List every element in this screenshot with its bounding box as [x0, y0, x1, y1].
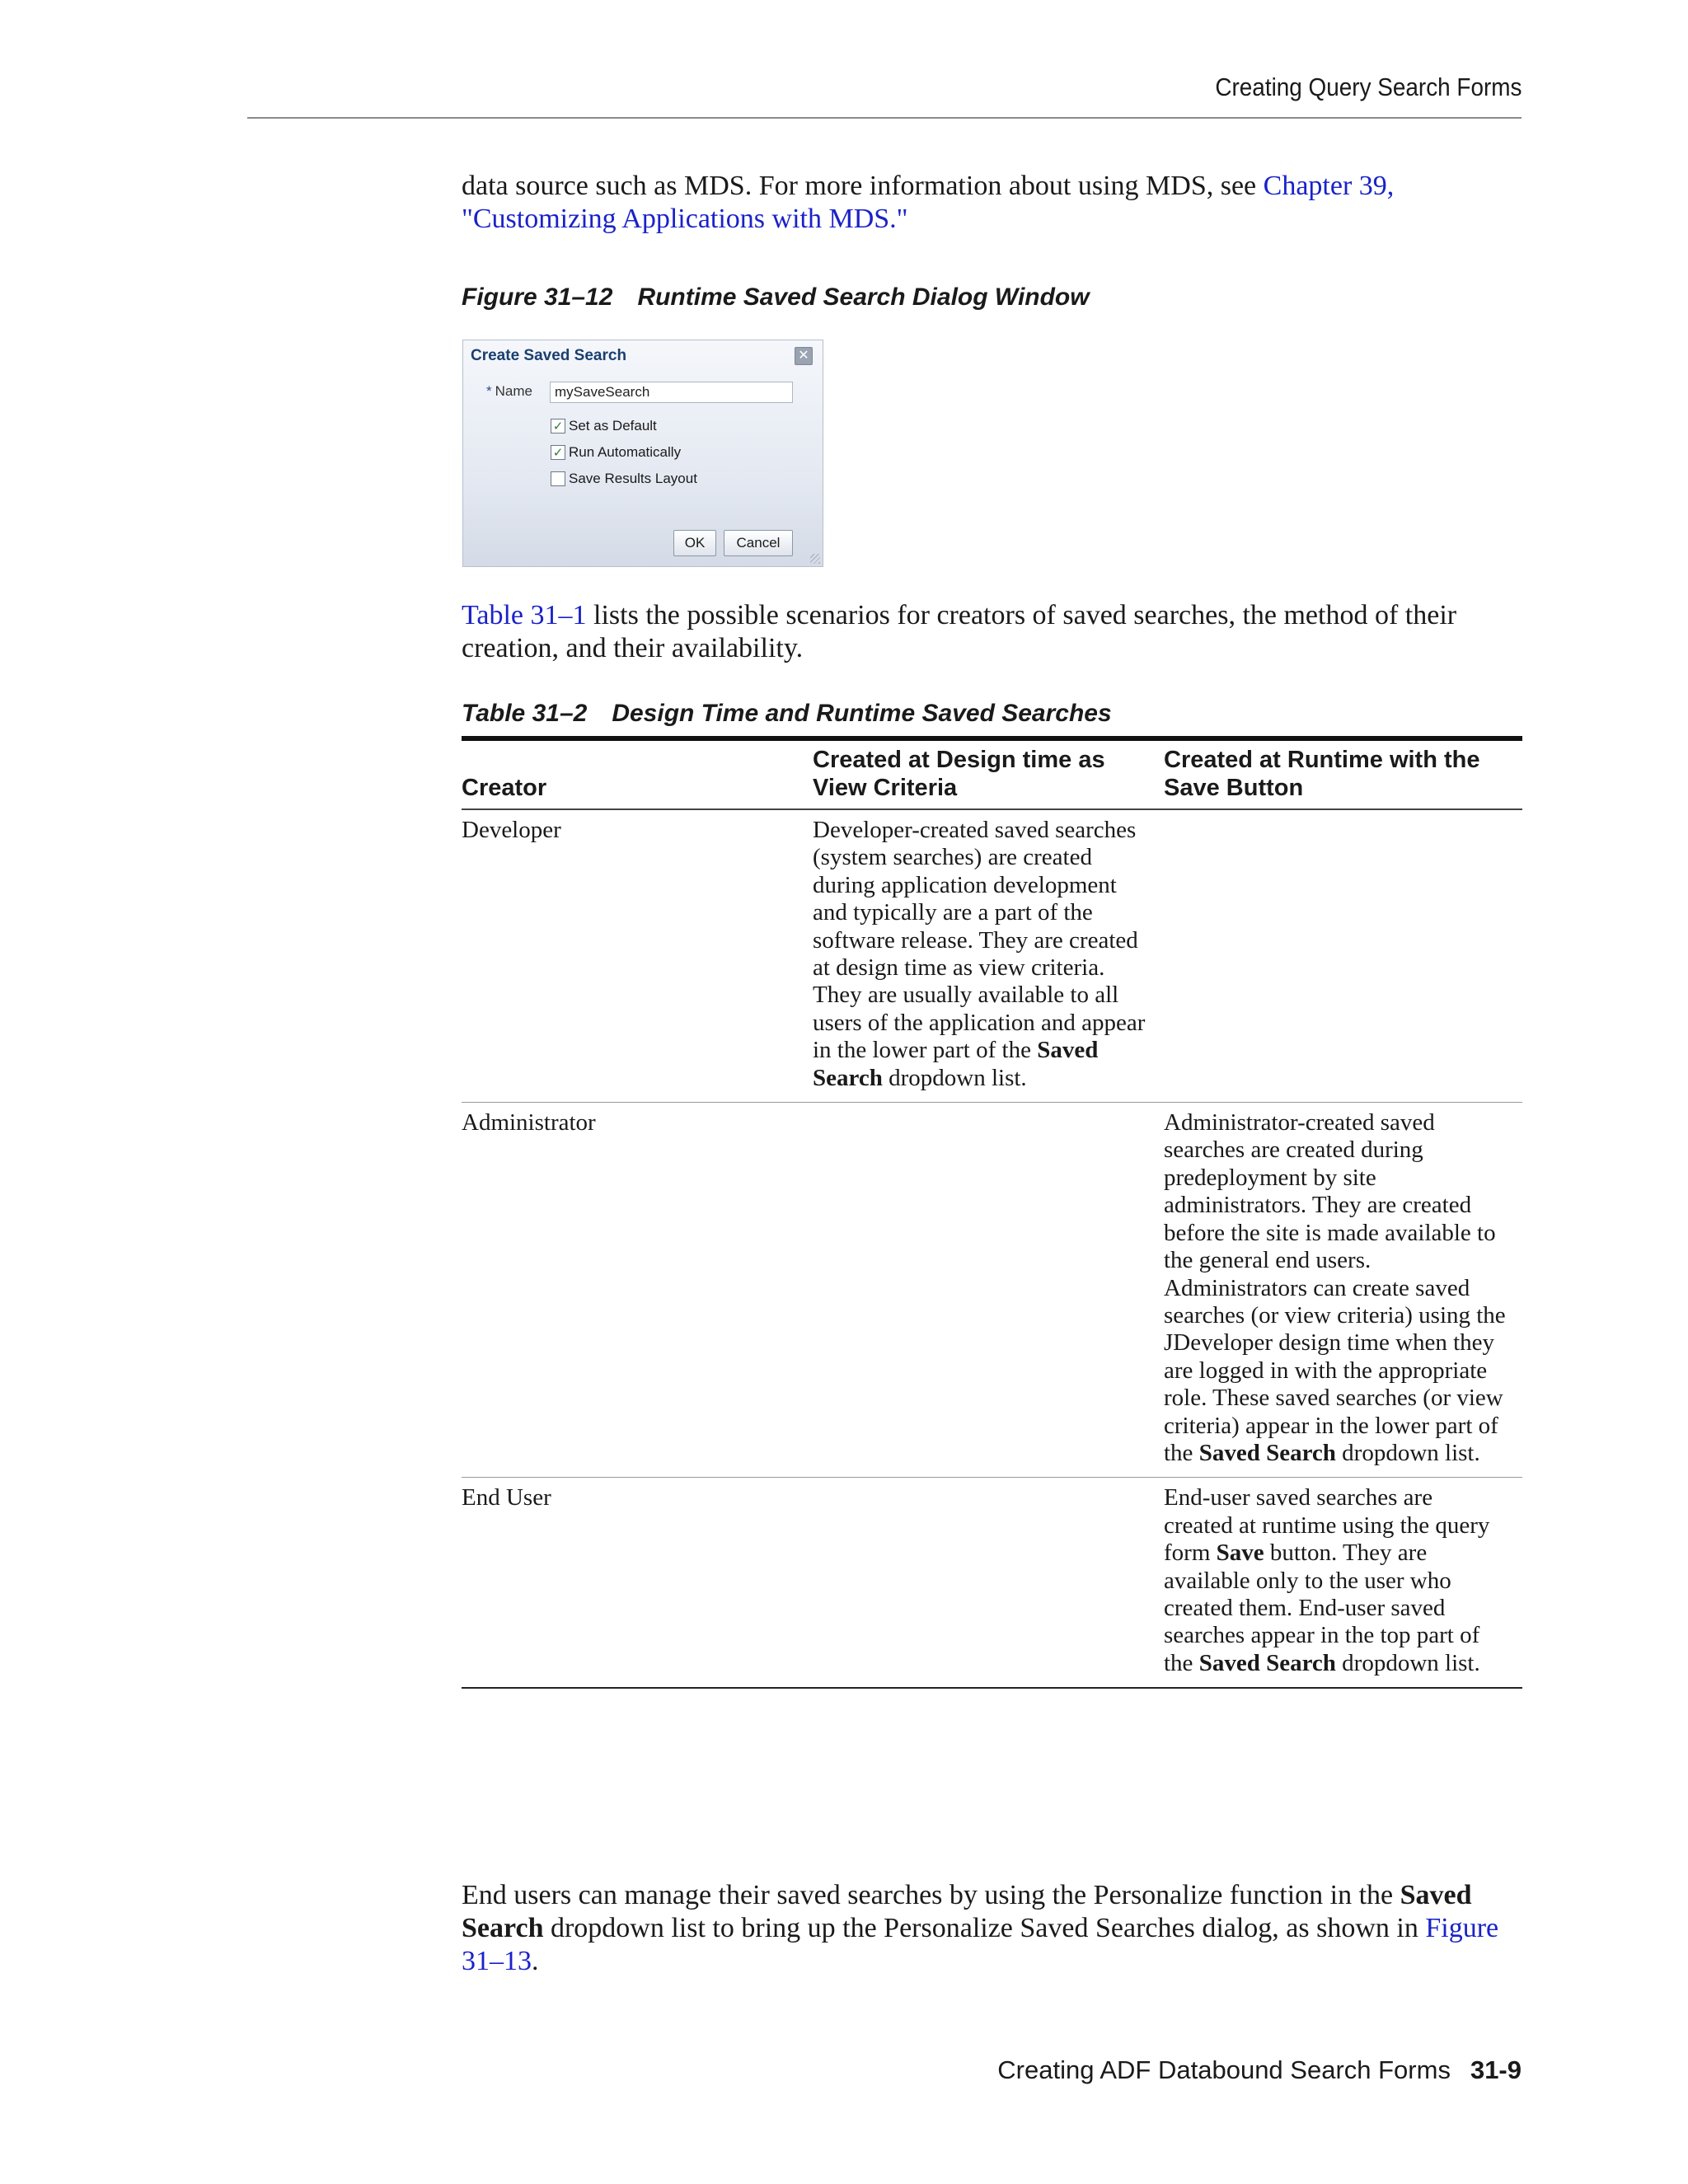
table-header-row [462, 741, 1522, 809]
closing-paragraph: End users can manage their saved searches by using the Personalize function in the Saved Search dropdown list to bring up the Personalize Saved Searches dialog, as shown in Figure 31–13. [462, 1880, 1499, 1976]
figure-title: Runtime Saved Search Dialog Window [637, 284, 1090, 311]
table-caption [462, 700, 1112, 728]
page-number: 31-9 [1470, 2055, 1522, 2084]
chapter-39-link[interactable]: Chapter 39, "Customizing Applications with MDS." [462, 171, 1395, 234]
page-footer [997, 2055, 1522, 2085]
create-saved-search-dialog [462, 340, 823, 567]
name-input[interactable] [550, 382, 793, 403]
cell-design-time [813, 1103, 1164, 1478]
cell-runtime [1164, 809, 1522, 1103]
ok-button[interactable]: OK [673, 530, 716, 556]
table-31-1-link[interactable]: Table 31–1 [462, 600, 587, 630]
intro-paragraph: data source such as MDS. For more information about using MDS, see Chapter 39, "Customizing Applications with MDS." [462, 171, 1395, 234]
checkbox-save-results-layout[interactable]: Save Results Layout [551, 471, 697, 487]
cell-design-time [813, 1478, 1164, 1688]
running-header-title: Creating Query Search Forms [1214, 73, 1522, 101]
saved-searches-table [462, 736, 1522, 1689]
header-creator: Creator [462, 741, 813, 809]
table-intro-paragraph: Table 31–1 lists the possible scenarios for creators of saved searches, the method of their creation, and their availability. [462, 600, 1457, 663]
dialog-title: Create Saved Search [471, 347, 627, 364]
cell-creator: Developer [462, 809, 813, 1103]
checkbox-unchecked-icon[interactable] [551, 471, 565, 486]
cell-runtime: Administrator-created saved searches are created during predeployment by site administrators. They are created before the site is made available to the general end users. Administrators can create saved searches (or view criteria) using the JDeveloper design time when they are logged in with the appropriate role. These saved searches (or view criteria) appear in the lower part of the Saved Search dropdown list. [1164, 1103, 1522, 1478]
cell-creator: Administrator [462, 1103, 813, 1478]
checkbox-run-automatically[interactable]: ✓ Run Automatically [551, 444, 681, 461]
cell-creator: End User [462, 1478, 813, 1688]
checkbox-checked-icon[interactable]: ✓ [551, 445, 565, 460]
table-row [462, 1478, 1522, 1688]
header-runtime: Created at Runtime with the Save Button [1164, 741, 1522, 809]
table-row [462, 1103, 1522, 1478]
required-marker: * [486, 383, 492, 399]
close-icon[interactable]: ✕ [795, 347, 813, 365]
checkbox-set-as-default[interactable]: ✓ Set as Default [551, 418, 657, 434]
checkbox-checked-icon[interactable]: ✓ [551, 419, 565, 434]
table-number: Table 31–2 [462, 700, 588, 727]
header-design-time: Created at Design time as View Criteria [813, 741, 1164, 809]
figure-31-13-link[interactable]: Figure 31–13 [462, 1913, 1499, 1976]
table-row [462, 809, 1522, 1103]
table-title: Design Time and Runtime Saved Searches [612, 700, 1112, 727]
resize-grip-icon[interactable] [810, 554, 820, 564]
figure-caption [462, 284, 1090, 312]
footer-book-title: Creating ADF Databound Search Forms [997, 2055, 1451, 2084]
cell-design-time: Developer-created saved searches (system searches) are created during application development and typically are a part of the software release. They are created at design time as view criteria. They are usually available to all users of the application and appear in the lower part of the Saved Search dropdown list. [813, 809, 1164, 1103]
name-label: * Name [486, 383, 532, 399]
running-header [247, 73, 1522, 119]
cancel-button[interactable]: Cancel [724, 530, 793, 556]
figure-number: Figure 31–12 [462, 284, 613, 311]
cell-runtime: End-user saved searches are created at runtime using the query form Save button. They are available only to the user who created them. End-user saved searches appear in the top part of the Saved Search dropdown list. [1164, 1478, 1522, 1688]
